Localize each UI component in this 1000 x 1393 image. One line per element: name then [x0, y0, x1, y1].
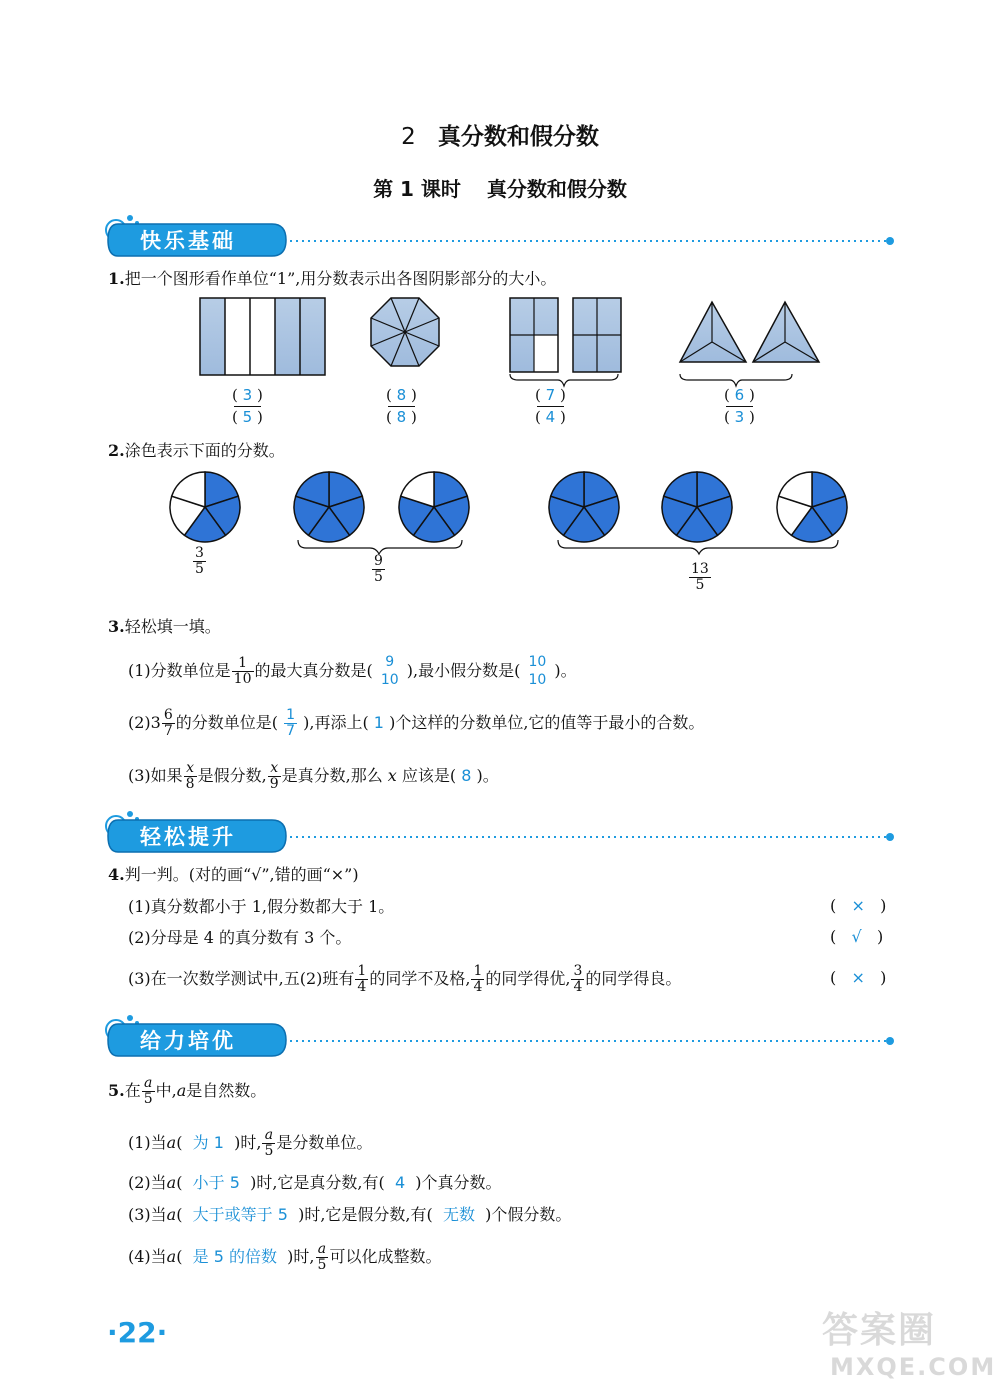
q1-answer-3: ( 7 ) ( 4 ) — [535, 386, 566, 426]
pie-circle — [294, 472, 364, 542]
section-banner-advance — [100, 808, 900, 856]
q2-fraction-2: $\frac{9}{5}$ — [374, 553, 383, 585]
q4-item-1-answer: ( × ) — [830, 896, 887, 915]
q4-item-2: (2)分母是 4 的真分数有 3 个。 — [128, 928, 352, 947]
question-1: 1.把一个图形看作单位“1”,用分数表示出各图阴影部分的大小。 — [108, 269, 557, 288]
pie-circle — [549, 472, 619, 542]
page-number: ·22· — [107, 1316, 168, 1349]
question-5: 5.在 $\frac{a}{5}$ 中,a是自然数。 — [108, 1075, 267, 1107]
question-4: 4.判一判。(对的画“√”,错的画“×”) — [108, 865, 359, 884]
question-3: 3.轻松填一填。 — [108, 617, 221, 636]
pie-circle — [777, 472, 847, 542]
question-2: 2.涂色表示下面的分数。 — [108, 441, 285, 460]
pie-circle — [662, 472, 732, 542]
section-banner-excellent — [100, 1012, 900, 1060]
q1-answer-1: ( 3 ) ( 5 ) — [232, 386, 263, 426]
lesson-title-text: 真分数和假分数 — [486, 177, 627, 201]
q5-part-2: (2)当a( 小于 5 )时,它是真分数,有( 4 )个真分数。 — [128, 1173, 502, 1192]
lesson-label: 第 1 课时 — [373, 177, 461, 201]
pie-circle — [399, 472, 469, 542]
figure-triangles-thirds — [680, 302, 819, 362]
chapter-title — [0, 118, 1000, 151]
section-title-excellent: 给力培优 — [140, 1029, 236, 1053]
section-title-advance: 轻松提升 — [140, 825, 236, 849]
q2-fraction-3: $\frac{13}{5}$ — [691, 561, 709, 593]
section-banner-basic — [100, 212, 900, 260]
q4-item-3: (3)在一次数学测试中,五(2)班有 $\frac{1}{4}$ 的同学不及格, $\frac{1}{4}$ 的同学得优, $\frac{3}{4}$ 的同学得良。 — [128, 963, 682, 995]
q4-item-2-answer: ( √ ) — [830, 927, 884, 946]
q1-figures — [190, 290, 850, 380]
figure-octagon — [371, 298, 439, 366]
chapter-number: 2 — [401, 124, 416, 150]
q3-part-3: (3)如果 $\frac{x}{8}$ 是假分数, $\frac{x}{9}$ 是真分数,那么 x 应该是( 8 )。 — [128, 760, 499, 792]
lesson-title — [0, 173, 1000, 202]
q1-answer-2: ( 8 ) ( 8 ) — [386, 386, 417, 426]
figure-squares-quarters — [510, 298, 621, 372]
q5-part-1: (1)当a( 为 1 )时, $\frac{a}{5}$ 是分数单位。 — [128, 1127, 373, 1159]
pie-circle — [170, 472, 240, 542]
q2-fraction-1: $\frac{3}{5}$ — [195, 545, 204, 577]
watermark-logo: 答案圈 MXQE.COM — [822, 1310, 997, 1381]
q3-part-2: (2)3 $\frac{6}{7}$ 的分数单位是( $\frac{1}{7}$ ),再添上( 1 )个这样的分数单位,它的值等于最小的合数。 — [128, 707, 705, 739]
q4-item-3-answer: ( × ) — [830, 968, 887, 987]
section-title-basic: 快乐基础 — [140, 229, 236, 253]
q5-part-4: (4)当a( 是 5 的倍数 )时, $\frac{a}{5}$ 可以化成整数。 — [128, 1241, 442, 1273]
q3-part-1: (1)分数单位是 $\frac{1}{10}$ 的最大真分数是( 9 10 ),最小假分数是( 10 10 )。 — [128, 654, 577, 688]
chapter-title-text: 真分数和假分数 — [437, 124, 599, 150]
figure-rectangle-fifths — [200, 298, 325, 375]
q4-item-1: (1)真分数都小于 1,假分数都大于 1。 — [128, 897, 395, 916]
q1-answer-4: ( 6 ) ( 3 ) — [724, 386, 755, 426]
q5-part-3: (3)当a( 大于或等于 5 )时,它是假分数,有( 无数 )个假分数。 — [128, 1205, 572, 1224]
